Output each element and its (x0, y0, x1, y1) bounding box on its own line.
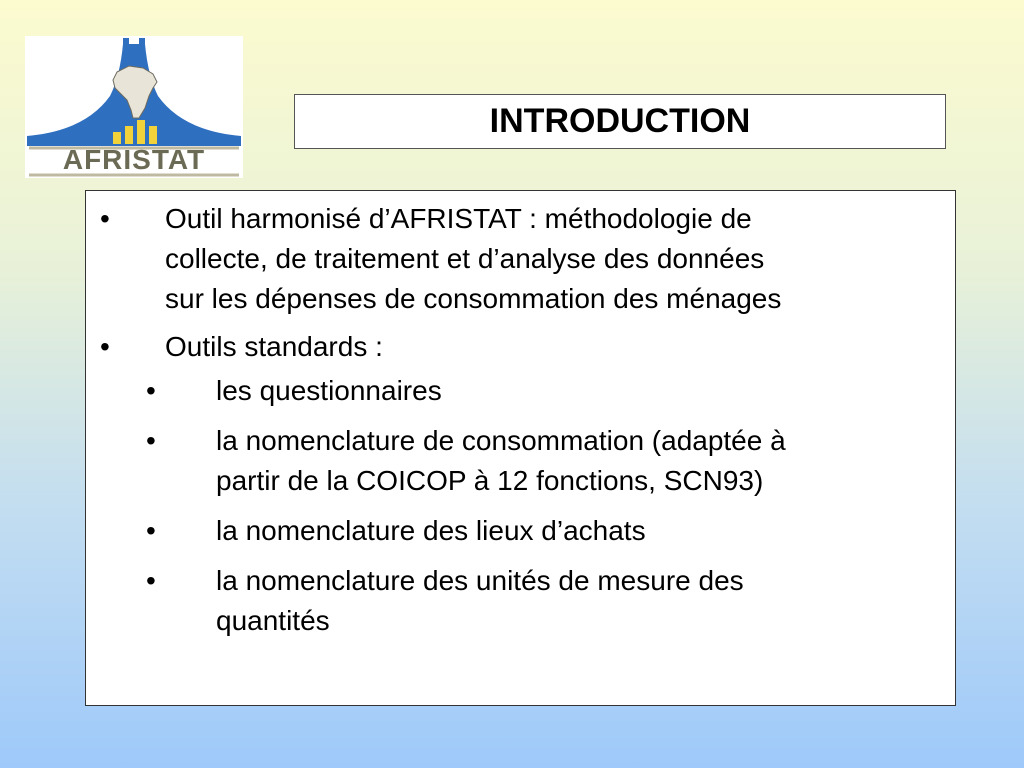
bullet-marker: • (100, 203, 110, 234)
sub-bullet-marker: • (146, 375, 156, 406)
sub-bullet-marker: • (146, 565, 156, 596)
afristat-logo (25, 36, 243, 178)
content-box (85, 190, 956, 706)
sub-bullet-line: quantités (216, 605, 330, 636)
sub-bullet-marker: • (146, 515, 156, 546)
sub-bullet-line: les questionnaires (216, 375, 442, 406)
sub-bullet-line: la nomenclature de consommation (adaptée à (216, 425, 786, 456)
bullet-line: collecte, de traitement et d’analyse des données (165, 243, 765, 274)
title-box (294, 94, 946, 149)
sub-bullet-line: la nomenclature des unités de mesure des (216, 565, 744, 596)
sub-bullet-marker: • (146, 425, 156, 456)
sub-list-item (86, 511, 955, 551)
bullet-marker: • (100, 331, 110, 362)
logo-text: AFRISTAT (62, 144, 206, 175)
list-item (86, 199, 955, 319)
sub-list-item (86, 371, 955, 411)
bullet-line: sur les dépenses de consommation des ménages (165, 283, 782, 314)
sub-bullet-line: partir de la COICOP à 12 fonctions, SCN93) (216, 465, 764, 496)
sub-bullet-line: la nomenclature des lieux d’achats (216, 515, 646, 546)
list-item (86, 327, 955, 367)
sub-list-item (86, 561, 955, 641)
sub-list-item (86, 421, 955, 501)
bullet-line: Outils standards : (165, 331, 383, 362)
page-title: INTRODUCTION (489, 102, 751, 140)
bullet-line: Outil harmonisé d’AFRISTAT : méthodologie de (165, 203, 752, 234)
